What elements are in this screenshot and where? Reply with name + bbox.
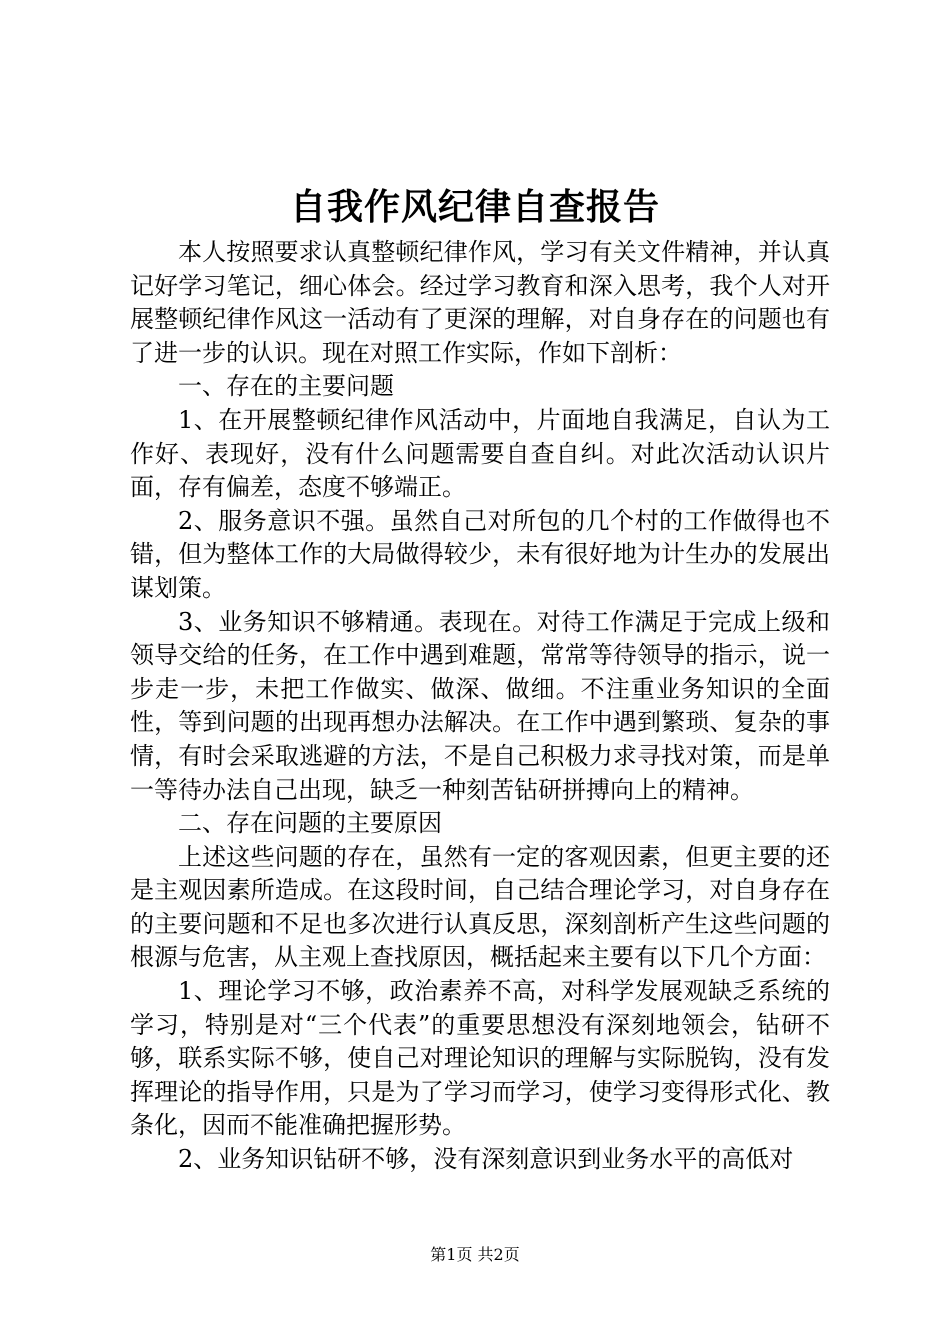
page-number-footer: 第1页 共2页 bbox=[430, 1245, 520, 1264]
document-title: 自我作风纪律自查报告 bbox=[289, 187, 660, 228]
causes-intro-paragraph: 上述这些问题的存在，虽然有一定的客观因素，但更主要的还是主观因素所造成。在这段时间，自己结合理论学习，对自身存在的主要问题和不足也多次进行认真反思，深刻剖析产生这些问题的根源与危害，从主观上查找原因，概括起来主要有以下几个方面： bbox=[130, 842, 830, 972]
problem-item-2: 2、服务意识不强。虽然自己对所包的几个村的工作做得也不错，但为整体工作的大局做得较少，未有很好地为计生办的发展出谋划策。 bbox=[130, 506, 830, 602]
document-body bbox=[130, 236, 830, 1177]
cause-item-1: 1、理论学习不够，政治素养不高，对科学发展观缺乏系统的学习，特别是对“三个代表”的重要思想没有深刻地领会，钻研不够，联系实际不够，使自己对理论知识的理解与实际脱钩，没有发挥理论的指导作用，只是为了学习而学习，使学习变得形式化、教条化，因而不能准确把握形势。 bbox=[130, 977, 830, 1140]
problem-item-3: 3、业务知识不够精通。表现在。对待工作满足于完成上级和领导交给的任务，在工作中遇到难题，常常等待领导的指示，说一步走一步，未把工作做实、做深、做细。不注重业务知识的全面性，等到问题的出现再想办法解决。在工作中遇到繁琐、复杂的事情，有时会采取逃避的方法，不是自己积极力求寻找对策，而是单一等待办法自己出现，缺乏一种刻苦钻研拼搏向上的精神。 bbox=[130, 607, 830, 804]
intro-paragraph: 本人按照要求认真整顿纪律作风，学习有关文件精神，并认真记好学习笔记，细心体会。经过学习教育和深入思考，我个人对开展整顿纪律作风这一活动有了更深的理解，对自身存在的问题也有了进一步的认识。现在对照工作实际，作如下剖析： bbox=[130, 238, 830, 367]
problem-item-1: 1、在开展整顿纪律作风活动中，片面地自我满足，自认为工作好、表现好，没有什么问题需要自查自纠。对此次活动认识片面，存有偏差，态度不够端正。 bbox=[130, 405, 830, 502]
section-heading-problems: 一、存在的主要问题 bbox=[178, 372, 394, 401]
section-heading-causes: 二、存在问题的主要原因 bbox=[178, 809, 442, 838]
cause-item-2: 2、业务知识钻研不够，没有深刻意识到业务水平的高低对 bbox=[178, 1145, 794, 1174]
